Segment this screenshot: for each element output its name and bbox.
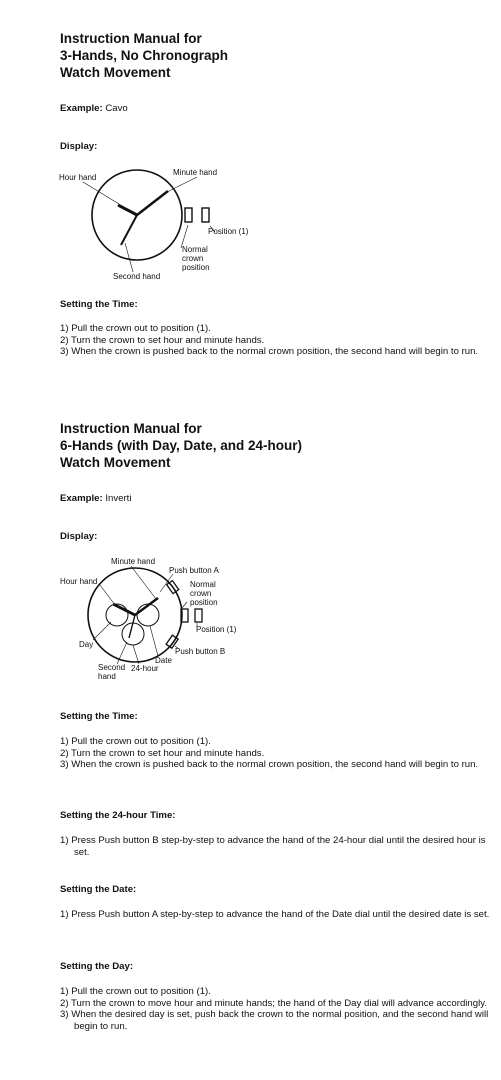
watch-diagram-6-hands <box>55 552 275 687</box>
section2-setting-time-heading: Setting the Time: <box>60 711 138 722</box>
step: 1) Press Push button B step-by-step to advance the hand of the 24-hour dial until the desired hour is set. <box>60 835 486 858</box>
label-hour-hand: Hour hand <box>60 577 98 586</box>
crown-position-1-shape <box>202 208 209 222</box>
section1-setting-time-steps <box>60 323 490 358</box>
label-minute-hand: Minute hand <box>173 168 218 177</box>
step: 3) When the crown is pushed back to the normal crown position, the second hand will begin to run. <box>60 759 479 771</box>
label-push-button-b: Push button B <box>175 647 226 656</box>
step: 3) When the crown is pushed back to the normal crown position, the second hand will begin to run. <box>60 346 479 358</box>
section2-setting-date-heading: Setting the Date: <box>60 884 137 895</box>
date-subdial <box>137 604 159 626</box>
label-minute-hand: Minute hand <box>111 557 156 566</box>
step: 2) Turn the crown to set hour and minute hands. <box>60 334 265 346</box>
step: 2) Turn the crown to set hour and minute hands. <box>60 747 265 759</box>
label-second-hand: Second hand <box>113 272 161 281</box>
section2-title-line2: 6-Hands (with Day, Date, and 24-hour) <box>60 438 303 453</box>
hour-hand-shape <box>118 205 137 215</box>
step: 2) Turn the crown to move hour and minute hands; the hand of the Day dial will advance accordingly. <box>60 997 487 1009</box>
section1-title-line3: Watch Movement <box>60 65 171 80</box>
label-position: position <box>190 598 218 607</box>
crown-normal-shape <box>185 208 192 222</box>
section1-setting-time-heading: Setting the Time: <box>60 299 138 310</box>
label-normal: Normal <box>182 245 208 254</box>
section2-setting-24h-heading: Setting the 24-hour Time: <box>60 810 176 821</box>
label-date: Date <box>155 656 172 665</box>
example-label: Example: <box>60 103 103 114</box>
section2-title-line1: Instruction Manual for <box>60 421 202 436</box>
label-position-1: Position (1) <box>196 625 237 634</box>
step: 1) Pull the crown out to position (1). <box>60 323 211 334</box>
label-push-button-a: Push button A <box>169 566 219 575</box>
example-value: Inverti <box>105 493 132 504</box>
section1-title <box>60 30 228 81</box>
section2-title-line3: Watch Movement <box>60 455 171 470</box>
watch-diagram-3-hands <box>55 160 275 285</box>
section2-title <box>60 420 302 471</box>
label-position-1: Position (1) <box>208 227 249 236</box>
label-normal: Normal <box>190 580 216 589</box>
section1-example <box>60 103 128 114</box>
step: 1) Press Push button A step-by-step to advance the hand of the Date dial until the desired date is set. <box>60 909 490 920</box>
label-hand: hand <box>98 672 116 681</box>
label-crown: crown <box>182 254 204 263</box>
section2-setting-day-heading: Setting the Day: <box>60 961 134 972</box>
section2-example <box>60 493 131 504</box>
label-day: Day <box>79 640 94 649</box>
crown-position-1-shape <box>195 609 202 622</box>
minute-hand-shape <box>137 191 168 215</box>
hour-hand-shape <box>113 604 135 615</box>
label-hour-hand: Hour hand <box>59 173 97 182</box>
section2-setting-24h-steps <box>60 835 490 858</box>
section1-title-line1: Instruction Manual for <box>60 31 202 46</box>
section2-setting-date-steps <box>60 909 490 921</box>
section2-setting-time-steps <box>60 736 490 771</box>
example-label: Example: <box>60 493 103 504</box>
example-value: Cavo <box>105 103 128 114</box>
label-second: Second <box>98 663 126 672</box>
label-24-hour: 24-hour <box>131 664 159 673</box>
label-crown: crown <box>190 589 212 598</box>
label-position: position <box>182 263 210 272</box>
24-hour-subdial <box>122 623 144 645</box>
section2-setting-day-steps <box>60 986 490 1032</box>
section2-display-label: Display: <box>60 531 98 542</box>
step: 1) Pull the crown out to position (1). <box>60 986 211 997</box>
second-hand-shape <box>129 615 135 638</box>
second-hand-shape <box>121 215 137 245</box>
section1-title-line2: 3-Hands, No Chronograph <box>60 48 228 63</box>
section1-display-label: Display: <box>60 141 98 152</box>
step: 1) Pull the crown out to position (1). <box>60 736 211 747</box>
step: 3) When the desired day is set, push back the crown to the normal position, and the second hand will begin to run. <box>60 1009 489 1032</box>
